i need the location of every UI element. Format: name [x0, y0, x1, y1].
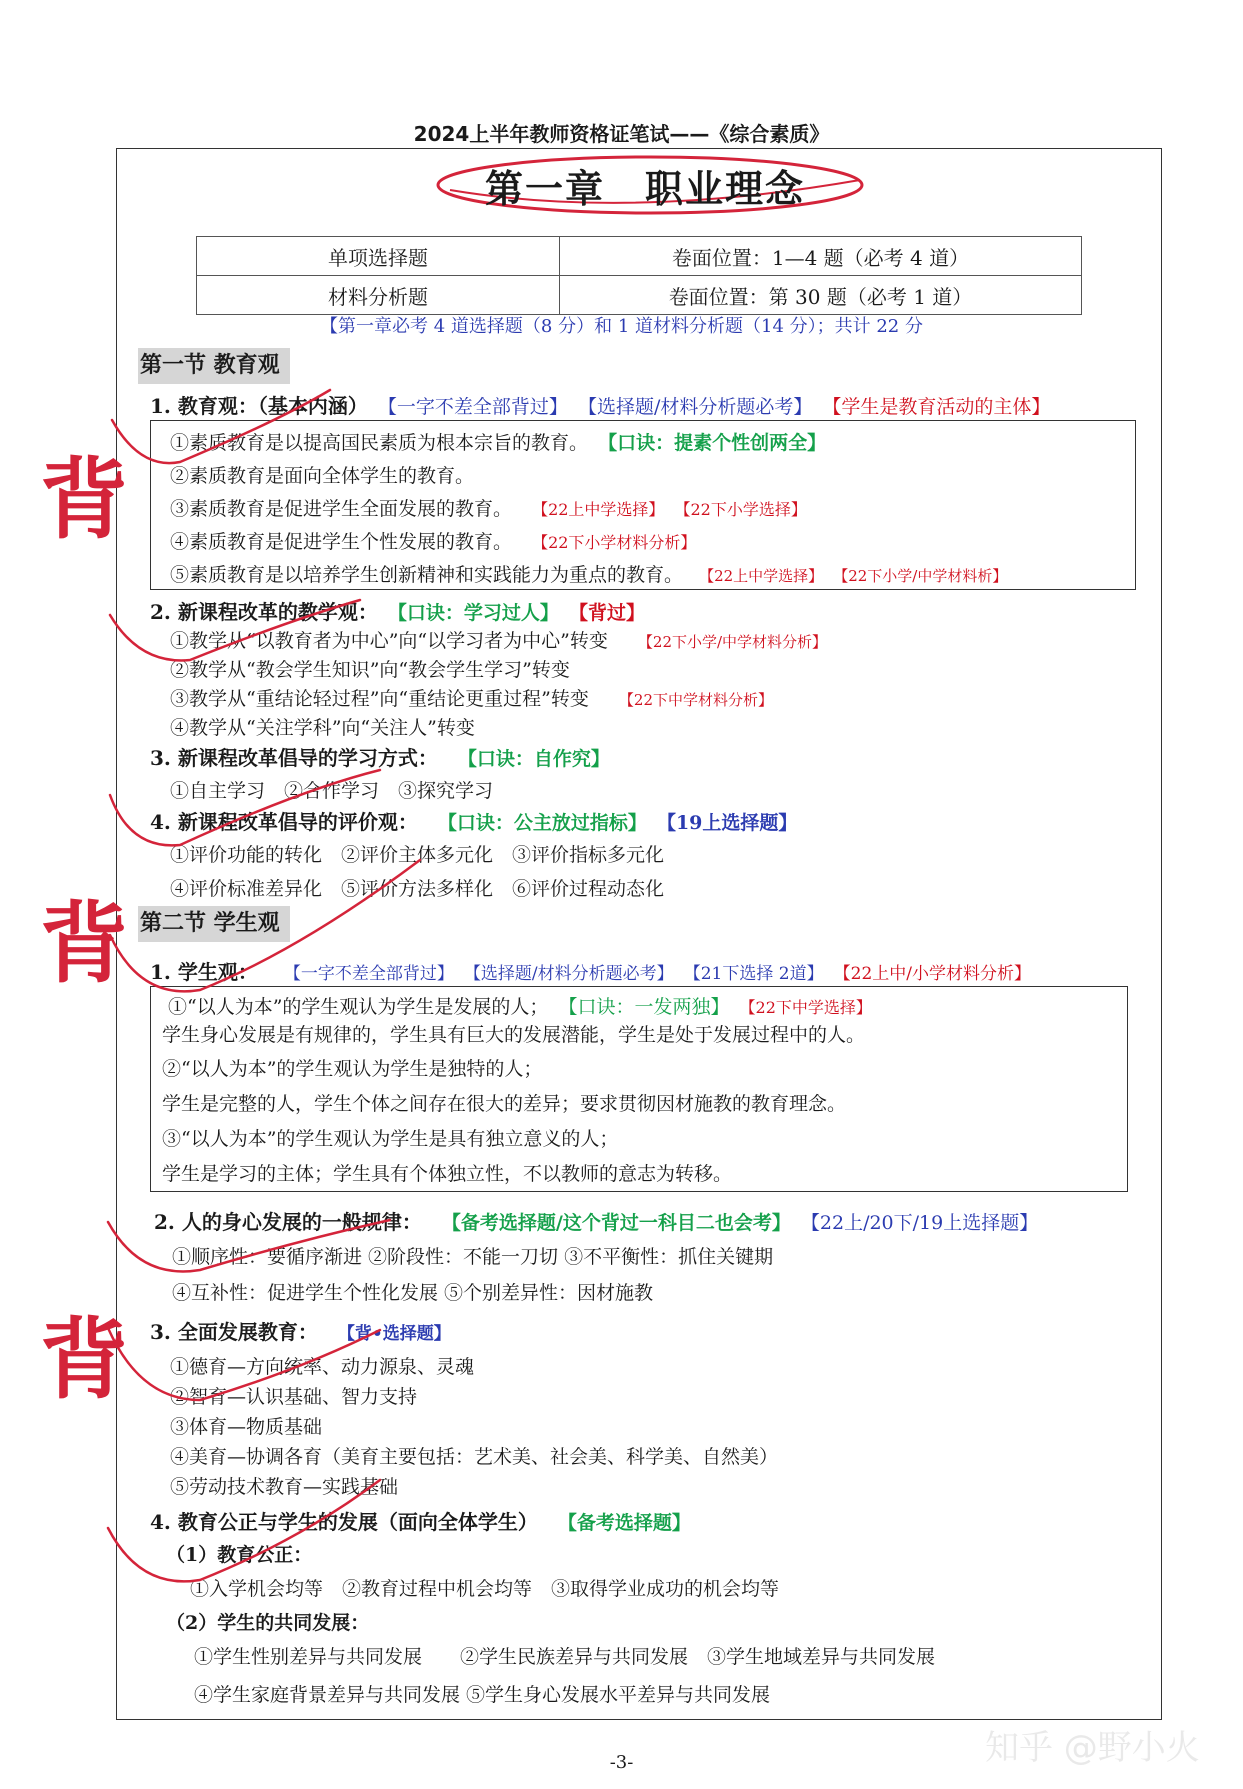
- tag: 【22下小学/中学材料析】: [833, 567, 1008, 585]
- question-title: 2. 新课程改革的教学观：: [150, 600, 378, 624]
- tag: 【22上中学选择】: [699, 567, 824, 585]
- item-text: ⑤素质教育是以培养学生创新精神和实践能力为重点的教育。: [170, 564, 684, 586]
- chapter-title: 第一章 职业理念: [484, 167, 805, 211]
- subheading: （2）学生的共同发展：: [166, 1612, 370, 1634]
- tag: 【22下中学材料分析】: [618, 691, 773, 709]
- table-cell: 单项选择题: [197, 237, 560, 276]
- question-title: 3. 新课程改革倡导的学习方式：: [150, 746, 438, 770]
- tag: 【22下小学/中学材料分析】: [637, 633, 828, 651]
- tag: 【备考选择题】: [557, 1512, 691, 1534]
- tag: 【21下选择 2道】: [683, 964, 824, 984]
- tag: 【备考选择题/这个背过一科目二也会考】: [441, 1212, 791, 1234]
- watermark: 知乎 @野小火: [985, 1728, 1200, 1768]
- list-item: ④教学从“关注学科”向“关注人”转变: [170, 717, 475, 739]
- tag: 【口诀：学习过人】: [387, 602, 559, 624]
- tag: 【背•选择题】: [337, 1324, 451, 1344]
- list-item: [170, 428, 826, 455]
- tag: 【一字不差全部背过】: [377, 396, 568, 418]
- tag: 【口诀：自作究】: [457, 748, 610, 770]
- question-title: 1. 教育观：（基本内涵）: [150, 394, 368, 418]
- list-item: ①德育—方向统率、动力源泉、灵魂: [170, 1356, 475, 1378]
- list-item: [170, 684, 773, 711]
- list-item: ③体育—物质基础: [170, 1416, 323, 1438]
- question-line: [150, 1506, 691, 1535]
- item-text: ④素质教育是促进学生个性发展的教育。: [170, 531, 513, 553]
- subheading: （1）教育公正：: [166, 1544, 313, 1566]
- list-item: [170, 494, 807, 521]
- table-cell: 材料分析题: [197, 276, 560, 315]
- tag: 【学生是教育活动的主体】: [822, 396, 1051, 418]
- list-item: [170, 527, 696, 554]
- table-cell: 卷面位置：1—4 题（必考 4 道）: [560, 237, 1082, 276]
- list-item: ①入学机会均等 ②教育过程中机会均等 ③取得学业成功的机会均等: [190, 1578, 780, 1600]
- item-text: ①“以人为本”的学生观认为学生是发展的人；: [168, 996, 549, 1018]
- info-table: [196, 236, 1082, 315]
- table-cell: 卷面位置：第 30 题（必考 1 道）: [560, 276, 1082, 315]
- question-line: [150, 806, 797, 835]
- question-line: [150, 390, 1050, 419]
- tag: 【背过】: [568, 602, 645, 624]
- question-title: 3. 全面发展教育：: [150, 1320, 318, 1344]
- handwritten-annotation: 背: [40, 1308, 129, 1411]
- list-item: ②“以人为本”的学生观认为学生是独特的人；: [162, 1058, 543, 1080]
- tag: 【22下小学选择】: [674, 500, 807, 519]
- tag: 【22下小学材料分析】: [532, 533, 697, 552]
- tag: 【19上选择题】: [656, 812, 798, 834]
- list-item: [168, 992, 872, 1019]
- list-item: ④学生家庭背景差异与共同发展 ⑤学生身心发展水平差异与共同发展: [194, 1684, 771, 1706]
- list-item: [170, 560, 1007, 587]
- page-number: -3-: [609, 1752, 634, 1773]
- list-item: 学生是学习的主体；学生具有个体独立性，不以教师的意志为转移。: [162, 1163, 733, 1185]
- question-title: 4. 教育公正与学生的发展（面向全体学生）: [150, 1510, 538, 1534]
- handwritten-annotation: 背: [40, 448, 129, 551]
- table-row: [197, 276, 1082, 315]
- list-item: 学生身心发展是有规律的，学生具有巨大的发展潜能，学生是处于发展过程中的人。: [162, 1024, 866, 1046]
- list-item: ①顺序性：要循序渐进 ②阶段性：不能一刀切 ③不平衡性：抓住关键期: [172, 1246, 774, 1268]
- question-line: [150, 742, 610, 771]
- tag: 【22下中学选择】: [739, 998, 872, 1017]
- item-text: ③教学从“重结论轻过程”向“重结论更重过程”转变: [170, 688, 589, 710]
- list-item: ④互补性：促进学生个性化发展 ⑤个别差异性：因材施教: [172, 1282, 654, 1304]
- list-item: ①自主学习 ②合作学习 ③探究学习: [170, 780, 494, 802]
- tag: 【选择题/材料分析题必考】: [463, 964, 674, 984]
- question-line: [150, 956, 1031, 985]
- tag: 【口诀：一发两独】: [558, 996, 730, 1018]
- list-item: ②教学从“教会学生知识”向“教会学生学习”转变: [170, 659, 570, 681]
- question-line: [154, 1206, 1038, 1235]
- item-text: ①素质教育是以提高国民素质为根本宗旨的教育。: [170, 432, 589, 454]
- list-item: ①学生性别差异与共同发展 ②学生民族差异与共同发展 ③学生地域差异与共同发展: [194, 1646, 936, 1668]
- tag: 【一字不差全部背过】: [283, 964, 454, 984]
- item-text: ①教学从“以教育者为中心”向“以学习者为中心”转变: [170, 630, 608, 652]
- item-text: ③素质教育是促进学生全面发展的教育。: [170, 498, 513, 520]
- list-item: ③“以人为本”的学生观认为学生是具有独立意义的人；: [162, 1128, 619, 1150]
- question-line: [150, 1316, 451, 1345]
- question-title: 1. 学生观：: [150, 960, 258, 984]
- tag: 【22上中/小学材料分析】: [833, 964, 1031, 984]
- tag: 【22上/20下/19上选择题】: [800, 1212, 1039, 1234]
- section-heading: 第二节 学生观: [138, 906, 290, 942]
- question-line: [150, 596, 645, 625]
- list-item: ①评价功能的转化 ②评价主体多元化 ③评价指标多元化: [170, 844, 665, 866]
- question-title: 2. 人的身心发展的一般规律：: [154, 1210, 422, 1234]
- table-row: [197, 237, 1082, 276]
- question-title: 4. 新课程改革倡导的评价观：: [150, 810, 418, 834]
- list-item: ②智育—认识基础、智力支持: [170, 1386, 418, 1408]
- list-item: ④美育—协调各育（美育主要包括：艺术美、社会美、科学美、自然美）: [170, 1446, 779, 1468]
- page-header: 2024上半年教师资格证笔试——《综合素质》: [413, 122, 830, 146]
- chapter-summary: 【第一章必考 4 道选择题（8 分）和 1 道材料分析题（14 分）；共计 22 分: [320, 316, 923, 337]
- list-item: ④评价标准差异化 ⑤评价方法多样化 ⑥评价过程动态化: [170, 878, 665, 900]
- handwritten-annotation: 背: [40, 892, 129, 995]
- section-heading: 第一节 教育观: [138, 348, 290, 384]
- tag: 【口诀：提素个性创两全】: [598, 432, 827, 454]
- list-item: [170, 626, 827, 653]
- list-item: ②素质教育是面向全体学生的教育。: [170, 465, 475, 487]
- list-item: ⑤劳动技术教育—实践基础: [170, 1476, 399, 1498]
- tag: 【口诀：公主放过指标】: [437, 812, 647, 834]
- tag: 【22上中学选择】: [532, 500, 665, 519]
- tag: 【选择题/材料分析题必考】: [577, 396, 813, 418]
- list-item: 学生是完整的人，学生个体之间存在很大的差异；要求贯彻因材施教的教育理念。: [162, 1093, 847, 1115]
